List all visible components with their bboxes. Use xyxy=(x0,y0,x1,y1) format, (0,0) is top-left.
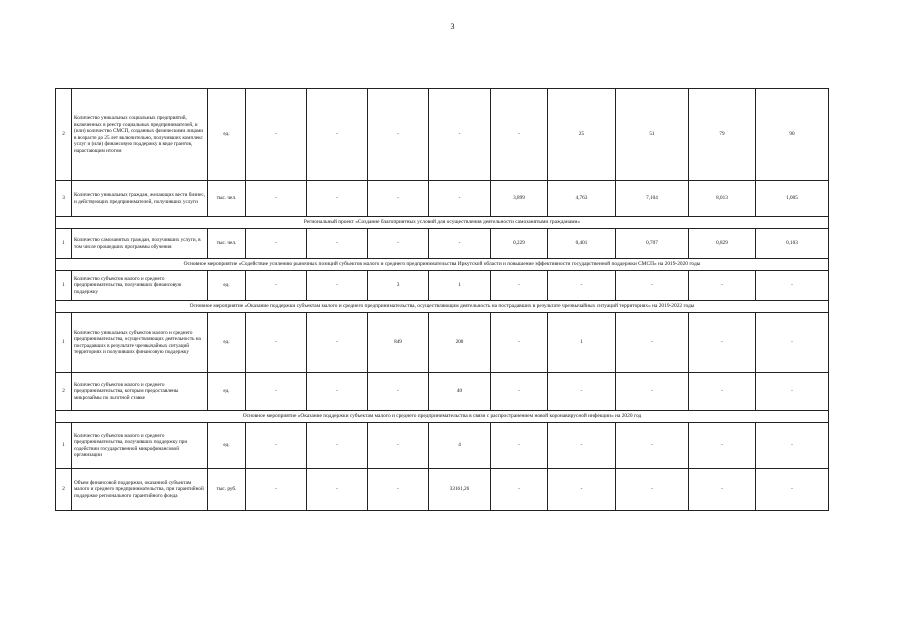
page-number: 3 xyxy=(450,22,455,31)
value-cell: - xyxy=(246,313,307,373)
value-cell: - xyxy=(689,469,756,511)
value-cell: - xyxy=(548,373,616,411)
value-cell: - xyxy=(429,181,491,217)
table-row xyxy=(56,313,829,373)
value-cell: - xyxy=(368,423,429,469)
value-cell: - xyxy=(548,469,616,511)
section-row xyxy=(56,217,829,229)
value-cell: 51 xyxy=(616,89,689,181)
value-cell: - xyxy=(307,423,368,469)
indicator-name: Количество субъектов малого и среднего предпринимательства, которым предоставлены микрозаймы по льготной ставке xyxy=(72,373,208,411)
row-number: 2 xyxy=(56,89,72,181)
value-cell: 3,899 xyxy=(491,181,548,217)
value-cell: - xyxy=(616,423,689,469)
section-row xyxy=(56,301,829,313)
unit-cell: тыс. чел. xyxy=(208,229,246,259)
value-cell: - xyxy=(491,271,548,301)
unit-cell: ед. xyxy=(208,313,246,373)
value-cell: - xyxy=(246,373,307,411)
section-title: Основное мероприятие «Оказание поддержки субъектам малого и среднего предпринимательства в связи с распространением новой коронавирусной инфекции» на 2020 год xyxy=(56,411,829,423)
value-cell: 0,829 xyxy=(689,229,756,259)
value-cell: - xyxy=(689,373,756,411)
value-cell: 0,401 xyxy=(548,229,616,259)
value-cell: 849 xyxy=(368,313,429,373)
value-cell: 0,707 xyxy=(616,229,689,259)
value-cell: 8,013 xyxy=(689,181,756,217)
indicator-name: Количество самозанятых граждан, получивших услуги, в том числе прошедших программы обучения xyxy=(72,229,208,259)
table-row xyxy=(56,373,829,411)
unit-cell: ед. xyxy=(208,423,246,469)
value-cell: - xyxy=(368,373,429,411)
value-cell: - xyxy=(246,423,307,469)
indicator-name: Количество уникальных граждан, желающих вести бизнес, и действующих предпринимателей, получивших услуги xyxy=(72,181,208,217)
value-cell: 1 xyxy=(429,271,491,301)
value-cell: - xyxy=(616,313,689,373)
value-cell: 4,763 xyxy=(548,181,616,217)
value-cell: - xyxy=(689,271,756,301)
value-cell: - xyxy=(368,181,429,217)
indicator-name: Количество уникальных субъектов малого и среднего предпринимательства, осуществляющих деятельность на пострадавших в результате чрезвычайных ситуаций территориях и получивших финансовую поддержку xyxy=(72,313,208,373)
value-cell: - xyxy=(429,229,491,259)
value-cell: - xyxy=(756,423,829,469)
unit-cell: ед. xyxy=(208,373,246,411)
value-cell: 0,103 xyxy=(756,229,829,259)
value-cell: - xyxy=(491,423,548,469)
indicator-name: Количество субъектов малого и среднего предпринимательства, получивших финансовую поддержку xyxy=(72,271,208,301)
value-cell: 3 xyxy=(368,271,429,301)
value-cell: 33161,26 xyxy=(429,469,491,511)
value-cell: - xyxy=(368,89,429,181)
value-cell: 1,005 xyxy=(756,181,829,217)
value-cell: 79 xyxy=(689,89,756,181)
unit-cell: тыс. руб. xyxy=(208,469,246,511)
value-cell: - xyxy=(246,271,307,301)
value-cell: - xyxy=(307,229,368,259)
value-cell: - xyxy=(756,313,829,373)
value-cell: - xyxy=(307,271,368,301)
indicator-name: Объем финансовой поддержки, оказанной субъектам малого и среднего предпринимательства, при гарантийной поддержке регионального гарантийного фонда xyxy=(72,469,208,511)
value-cell: - xyxy=(246,181,307,217)
section-row xyxy=(56,411,829,423)
value-cell: - xyxy=(246,89,307,181)
value-cell: 25 xyxy=(548,89,616,181)
unit-cell: ед. xyxy=(208,89,246,181)
table-row xyxy=(56,181,829,217)
value-cell: - xyxy=(689,313,756,373)
value-cell: - xyxy=(307,89,368,181)
section-title: Основное мероприятие «Содействие усилению рыночных позиций субъектов малого и среднего предпринимательства Иркутской области и повышение эффективности государственной поддержки СМСП» на 2019-2020 годы xyxy=(56,259,829,271)
row-number: 1 xyxy=(56,271,72,301)
value-cell: - xyxy=(756,271,829,301)
row-number: 2 xyxy=(56,469,72,511)
row-number: 2 xyxy=(56,373,72,411)
value-cell: 0,229 xyxy=(491,229,548,259)
value-cell: - xyxy=(756,469,829,511)
value-cell: - xyxy=(429,89,491,181)
unit-cell: ед. xyxy=(208,271,246,301)
table-row xyxy=(56,229,829,259)
value-cell: - xyxy=(491,373,548,411)
section-row xyxy=(56,259,829,271)
value-cell: - xyxy=(548,271,616,301)
row-number: 1 xyxy=(56,229,72,259)
value-cell: - xyxy=(307,373,368,411)
indicator-name: Количество уникальных социальных предприятий, включенных в реестр социальных предпринимателей, и (или) количество СМСП, созданных физическими лицами в возрасте до 25 лет включительно, получивших комплекс услуг и (или) финансовую поддержку в виде грантов, нарастающим итогом xyxy=(72,89,208,181)
value-cell: - xyxy=(491,469,548,511)
indicator-name: Количество субъектов малого и среднего предпринимательства, получивших поддержку при содействии государственной микрофинансовой организации xyxy=(72,423,208,469)
value-cell: - xyxy=(616,469,689,511)
value-cell: 200 xyxy=(429,313,491,373)
value-cell: 40 xyxy=(429,373,491,411)
value-cell: - xyxy=(246,229,307,259)
value-cell: - xyxy=(491,313,548,373)
value-cell: - xyxy=(491,89,548,181)
row-number: 1 xyxy=(56,423,72,469)
indicators-table xyxy=(55,88,829,511)
section-title: Основное мероприятие «Оказание поддержки субъектам малого и среднего предпринимательства, осуществляющим деятельность на пострадавших в результате чрезвычайных ситуаций территориях» на 2019-2022 годы xyxy=(56,301,829,313)
row-number: 1 xyxy=(56,313,72,373)
value-cell: 4 xyxy=(429,423,491,469)
value-cell: - xyxy=(307,313,368,373)
table-row xyxy=(56,423,829,469)
value-cell: - xyxy=(307,181,368,217)
value-cell: - xyxy=(689,423,756,469)
unit-cell: тыс. чел. xyxy=(208,181,246,217)
value-cell: - xyxy=(616,271,689,301)
row-number: 3 xyxy=(56,181,72,217)
table-row xyxy=(56,469,829,511)
table-row xyxy=(56,89,829,181)
value-cell: - xyxy=(246,469,307,511)
table-row xyxy=(56,271,829,301)
value-cell: 90 xyxy=(756,89,829,181)
value-cell: - xyxy=(307,469,368,511)
value-cell: - xyxy=(548,423,616,469)
value-cell: 1 xyxy=(548,313,616,373)
value-cell: - xyxy=(368,229,429,259)
value-cell: 7,104 xyxy=(616,181,689,217)
value-cell: - xyxy=(756,373,829,411)
value-cell: - xyxy=(616,373,689,411)
value-cell: - xyxy=(368,469,429,511)
section-title: Региональный проект «Создание благоприятных условий для осуществления деятельности самозанятыми гражданами» xyxy=(56,217,829,229)
